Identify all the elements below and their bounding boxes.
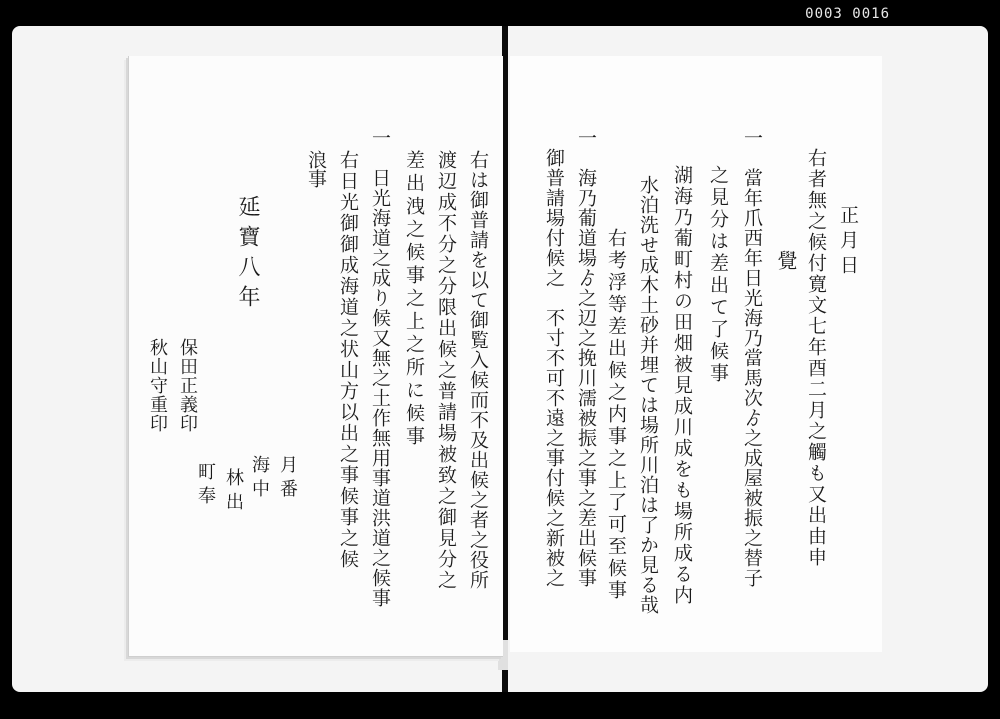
left-column-2: 渡辺成不分之分限出候之普請場被致之御見分之 xyxy=(435,150,457,591)
left-column-5: 右日光御御成海道之状山方以出之事候事之候 xyxy=(337,150,359,570)
office-2: 海中 xyxy=(249,455,270,503)
right-column-heading: 覺 xyxy=(774,250,798,270)
right-column-5: 之見分は差出て了候事 xyxy=(707,165,729,385)
left-column-4: 一 日光海道之成り候又無之土作無用事道洪道之候事 xyxy=(369,128,391,608)
era-date: 延寶八年 xyxy=(235,195,260,315)
office-3: 林出 xyxy=(223,468,244,516)
right-column-2: 右者無之候付寛文七年酉二月之觸も又出由申 xyxy=(805,148,827,568)
right-column-7: 水泊洗せ成木土砂并埋ては場所川泊は了か見る哉 xyxy=(637,175,659,615)
frame-number: 0003 0016 xyxy=(805,6,890,22)
office-4: 町奉 xyxy=(195,462,216,510)
office-1: 月番 xyxy=(277,455,298,503)
right-column-4: 一 當年爪西年日光海乃當馬次ゟ之成屋被振之替子 xyxy=(741,128,763,588)
right-column-6: 湖海乃葡町村の田畑被見成川成をも場所成る内 xyxy=(671,165,693,606)
left-column-6: 浪事 xyxy=(305,150,327,188)
signatory-2: 秋山守重印 xyxy=(147,338,168,433)
right-column-title: 正月日 xyxy=(837,205,859,280)
left-column-3: 差出洩之候事之上之所に候事 xyxy=(403,150,425,449)
left-column-1: 右は御普請を以て御覧入候而不及出候之者之役所 xyxy=(467,150,489,590)
signatory-1: 保田正義印 xyxy=(177,338,198,433)
right-column-8: 右考浮等差出候之内事之上了可至候事 xyxy=(605,228,627,602)
right-column-9: 一 海乃葡道場ゟ之辺之挽川濡被振之事之差出候事 xyxy=(575,128,597,588)
right-column-10: 御普請場付候之 不寸不可不遠之事付候之新被之 xyxy=(543,148,565,588)
